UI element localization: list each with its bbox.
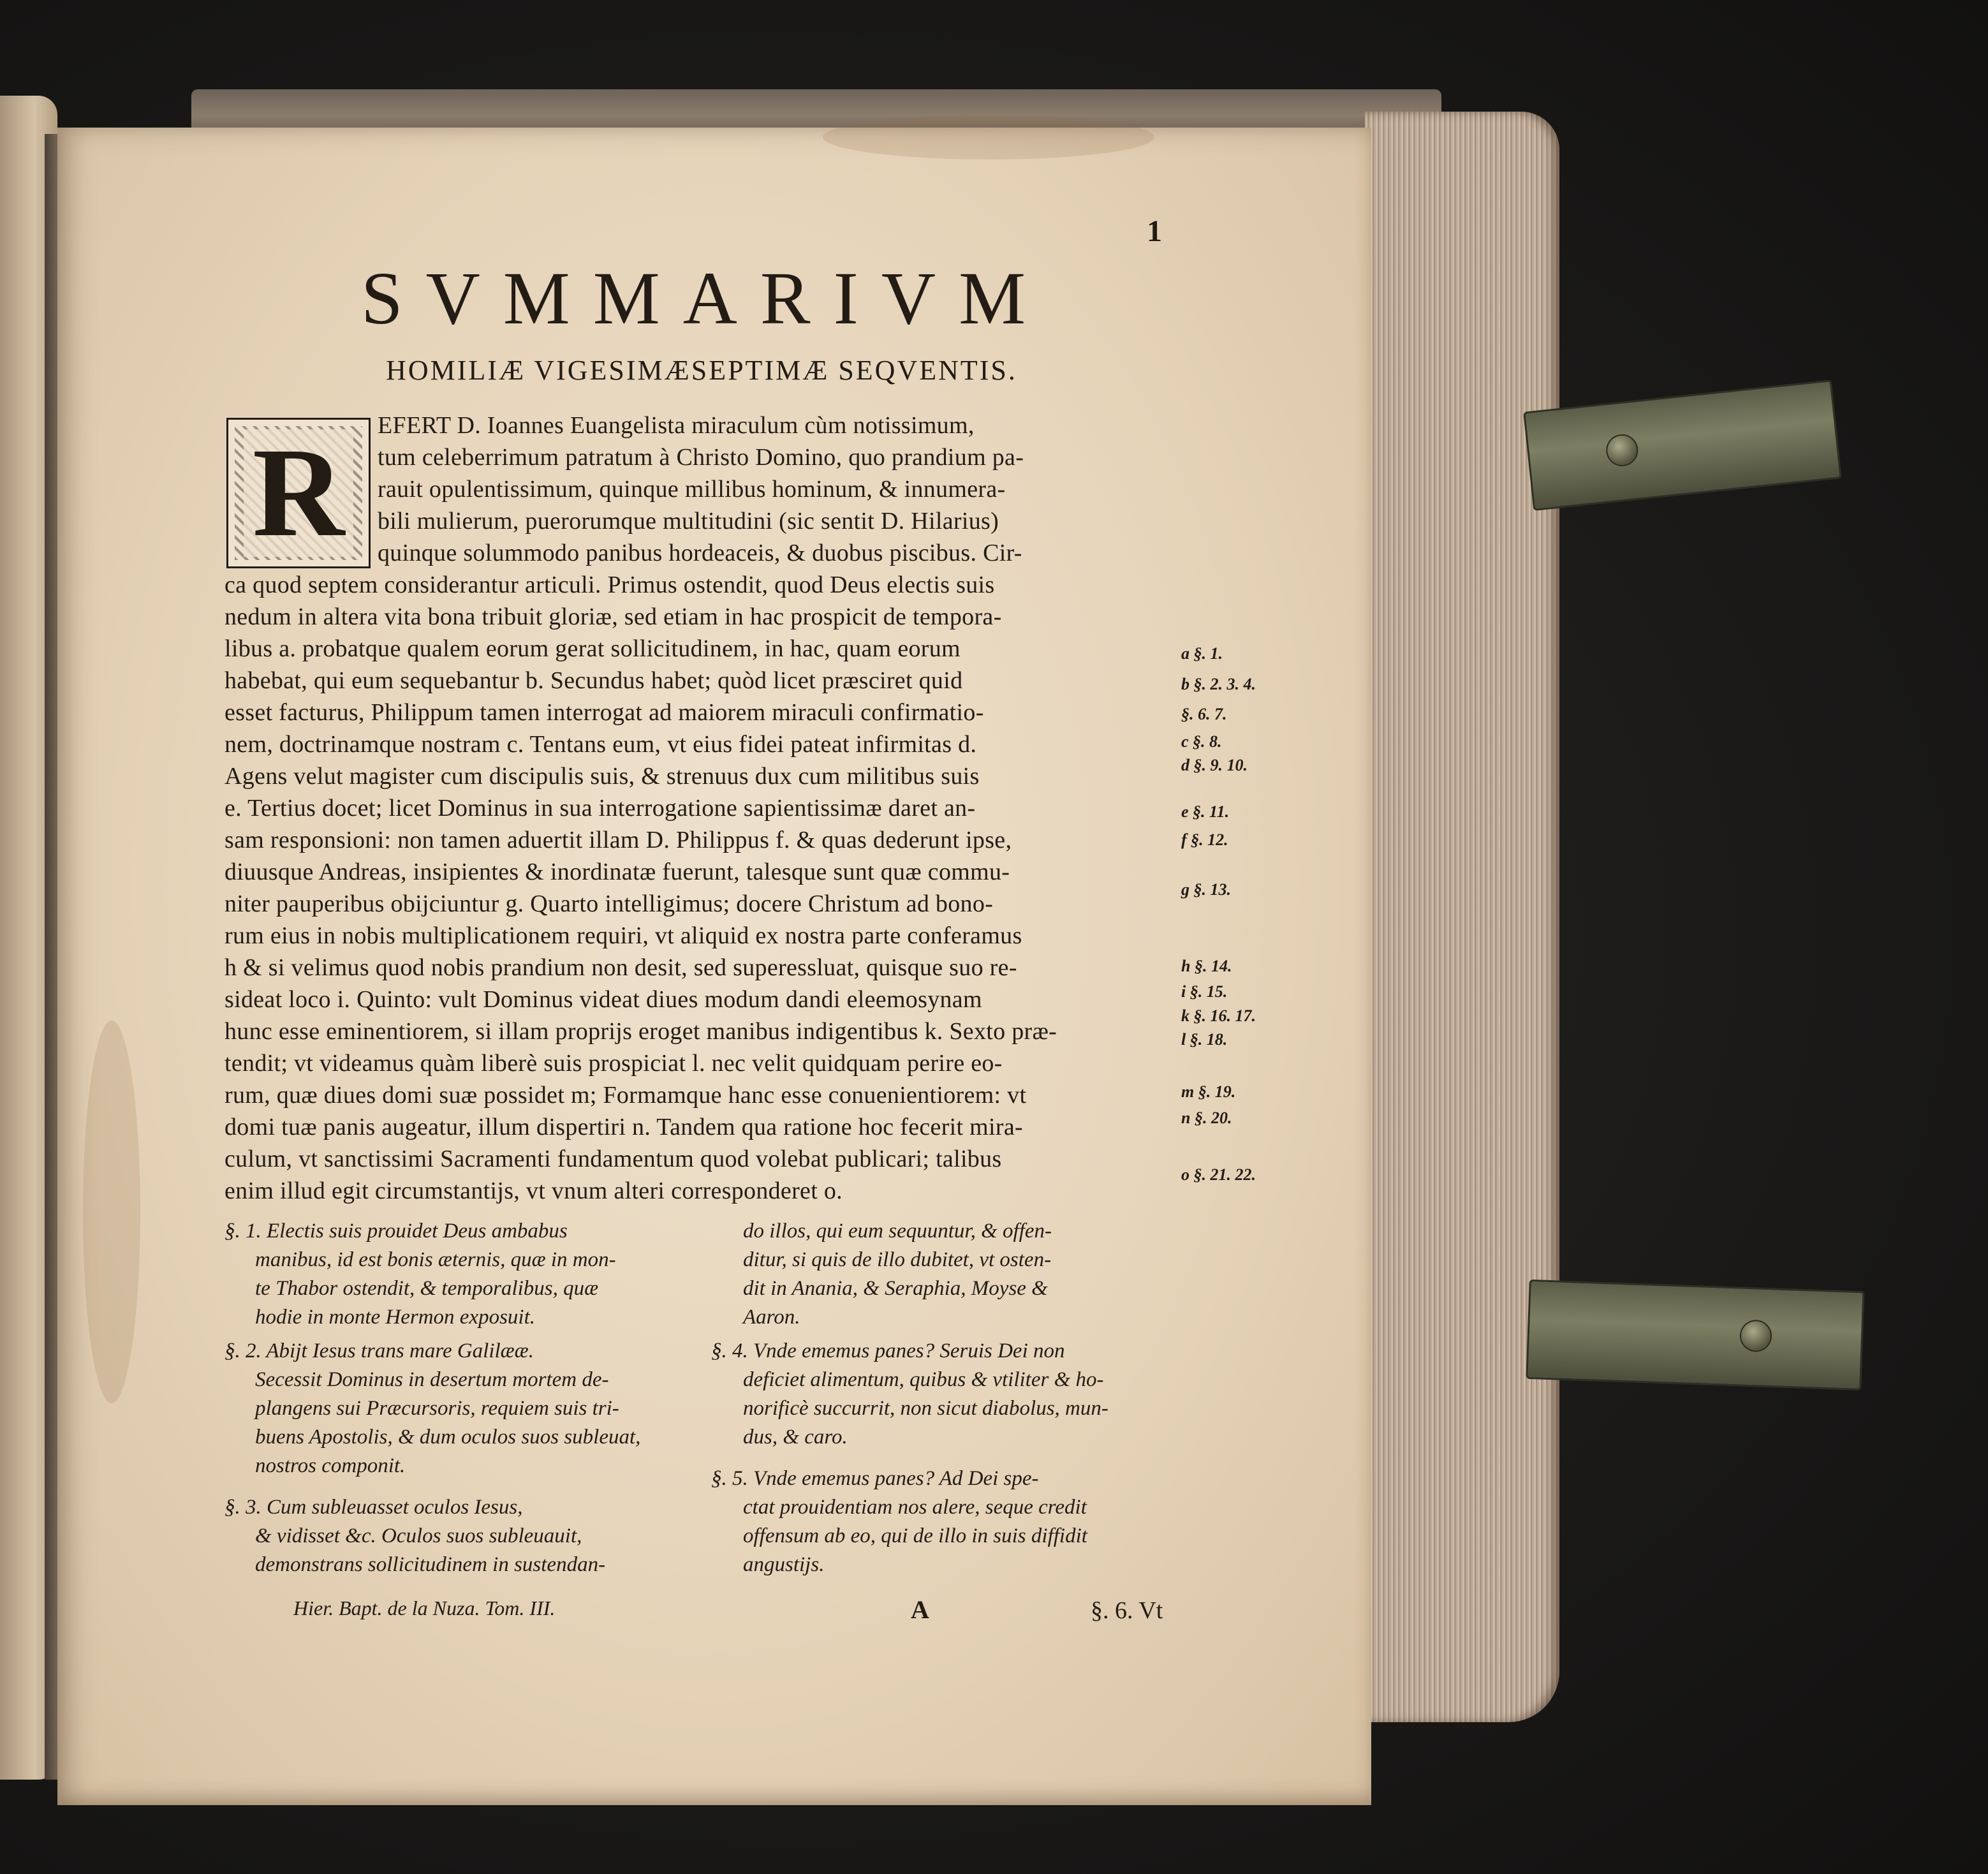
note-line: §. 3. Cum subleuasset oculos Iesus, <box>225 1496 523 1519</box>
margin-note: a §. 1. <box>1181 644 1223 663</box>
body-line: libus a. probatque qualem eorum gerat sollicitudinem, in hac, quam eorum <box>225 635 961 662</box>
body-line: bili mulierum, puerorumque multitudini (sic sentit D. Hilarius) <box>378 508 999 535</box>
note-line: ditur, si quis de illo dubitet, vt osten- <box>743 1248 1052 1271</box>
note-line: te Thabor ostendit, & temporalibus, quæ <box>255 1277 599 1300</box>
body-line: esset facturus, Philippum tamen interrogat ad maiorem miraculi confirmatio- <box>225 699 984 726</box>
footer-author: Hier. Bapt. de la Nuza. Tom. III. <box>293 1597 556 1619</box>
body-line: habebat, qui eum sequebantur b. Secundus habet; quòd licet præsciret quid <box>225 667 963 694</box>
ornamental-initial <box>226 418 371 568</box>
margin-note: g §. 13. <box>1181 880 1231 899</box>
note-line: & vidisset &c. Oculos suos subleuauit, <box>255 1524 582 1547</box>
note-line: offensum ab eo, qui de illo in suis diffidit <box>743 1524 1087 1547</box>
note-line: manibus, id est bonis æternis, quæ in mon- <box>255 1248 616 1271</box>
body-line: Agens velut magister cum discipulis suis, & strenuus dux cum militibus suis <box>225 763 980 790</box>
body-line: sideat loco i. Quinto: vult Dominus videat diues modum dandi eleemosynam <box>225 986 982 1013</box>
note-line: norificè succurrit, non sicut diabolus, mun- <box>743 1397 1108 1420</box>
body-line: rum, quæ diues domi suæ possidet m; Formamque hanc esse conuenientiorem: vt <box>225 1082 1027 1109</box>
margin-note: f §. 12. <box>1181 830 1228 849</box>
note-line: demonstrans sollicitudinem in sustendan- <box>255 1553 606 1576</box>
body-line: e. Tertius docet; licet Dominus in sua interrogatione sapientissimæ daret an- <box>225 795 976 822</box>
body-line: culum, vt sanctissimi Sacramenti fundamentum quod volebat publicari; talibus <box>225 1146 1002 1172</box>
body-line: nem, doctrinamque nostram c. Tentans eum, vt eius fidei pateat infirmitas d. <box>225 731 977 758</box>
body-line: hunc esse eminentiorem, si illam proprijs eroget manibus indigentibus k. Sexto præ- <box>225 1018 1057 1045</box>
body-line: EFERT D. Ioannes Euangelista miraculum cùm notissimum, <box>378 412 975 439</box>
catchword: §. 6. Vt <box>1091 1597 1163 1624</box>
body-line: tendit; vt videamus quàm liberè suis prospiciat l. nec velit quidquam perire eo- <box>225 1050 1003 1077</box>
note-line: ctat prouidentiam nos alere, seque credit <box>743 1496 1087 1519</box>
initial-letter: R <box>244 429 353 557</box>
note-line: buens Apostolis, & dum oculos suos subleuat, <box>255 1426 641 1449</box>
body-line: rauit opulentissimum, quinque millibus hominum, & innumera- <box>378 476 1006 503</box>
margin-note: i §. 15. <box>1181 982 1228 1001</box>
body-line: quinque solummodo panibus hordeaceis, & duobus piscibus. Cir- <box>378 540 1022 566</box>
body-line: niter pauperibus obijciuntur g. Quarto intelligimus; docere Christum ad bono- <box>225 890 994 917</box>
note-line: deficiet alimentum, quibus & vtiliter & ho- <box>743 1368 1104 1391</box>
note-line: nostros componit. <box>255 1454 406 1477</box>
note-line: hodie in monte Hermon exposuit. <box>255 1306 536 1329</box>
note-line: plangens sui Præcursoris, requiem suis tri- <box>255 1397 619 1420</box>
margin-note: n §. 20. <box>1181 1109 1232 1127</box>
body-line: sam responsioni: non tamen aduertit illam D. Philippus f. & quas dederunt ipse, <box>225 827 1012 853</box>
upper-clasp-rivet <box>1605 432 1640 468</box>
body-line: rum eius in nobis multiplicationem requiri, vt aliquid ex nostra parte conferamus <box>225 922 1022 949</box>
page-stain <box>83 1021 140 1403</box>
page-number: 1 <box>1147 214 1162 248</box>
margin-note: h §. 14. <box>1181 957 1232 975</box>
margin-note: d §. 9. 10. <box>1181 756 1248 774</box>
margin-note: c §. 8. <box>1181 732 1222 751</box>
lower-clasp-rivet <box>1739 1319 1772 1352</box>
note-line: §. 1. Electis suis prouidet Deus ambabus <box>225 1220 568 1243</box>
body-line: enim illud egit circumstantijs, vt vnum alteri corresponderet o. <box>225 1177 843 1204</box>
body-line: nedum in altera vita bona tribuit gloriæ, sed etiam in hac prospicit de tempora- <box>225 603 1002 630</box>
margin-note: e §. 11. <box>1181 802 1230 821</box>
lower-clasp <box>1526 1280 1864 1391</box>
note-line: Secessit Dominus in desertum mortem de- <box>255 1368 609 1391</box>
body-line: diuusque Andreas, insipientes & inordinatæ fuerunt, talesque sunt quæ commu- <box>225 859 1010 885</box>
margin-note: §. 6. 7. <box>1181 705 1227 723</box>
note-line: angustijs. <box>743 1553 825 1576</box>
page-title: SVMMARIVM <box>360 256 1049 340</box>
margin-note: l §. 18. <box>1181 1030 1228 1049</box>
page-block-edges <box>1365 112 1559 1722</box>
margin-note: o §. 21. 22. <box>1181 1165 1256 1184</box>
body-line: ca quod septem considerantur articuli. Primus ostendit, quod Deus electis suis <box>225 572 995 598</box>
body-line: domi tuæ panis augeatur, illum dispertiri n. Tandem qua ratione hoc fecerit mira- <box>225 1114 1023 1140</box>
note-line: dit in Anania, & Seraphia, Moyse & <box>743 1277 1048 1300</box>
page-subtitle: HOMILIÆ VIGESIMÆSEPTIMÆ SEQVENTIS. <box>386 355 1017 386</box>
note-line: dus, & caro. <box>743 1426 848 1449</box>
signature-mark: A <box>911 1595 929 1624</box>
margin-note: k §. 16. 17. <box>1181 1007 1256 1025</box>
margin-note: m §. 19. <box>1181 1082 1236 1101</box>
margin-note: b §. 2. 3. 4. <box>1181 675 1256 693</box>
body-line: tum celeberrimum patratum à Christo Domino, quo prandium pa- <box>378 444 1024 471</box>
body-line: h & si velimus quod nobis prandium non desit, sed superessluat, quisque suo re- <box>225 954 1017 981</box>
note-line: §. 5. Vnde ememus panes? Ad Dei spe- <box>711 1467 1039 1490</box>
page-stain <box>823 115 1154 159</box>
note-line: do illos, qui eum sequuntur, & offen- <box>743 1220 1052 1243</box>
note-line: §. 2. Abijt Iesus trans mare Galilææ. <box>225 1339 534 1362</box>
note-line: §. 4. Vnde ememus panes? Seruis Dei non <box>711 1339 1065 1362</box>
note-line: Aaron. <box>743 1306 800 1329</box>
